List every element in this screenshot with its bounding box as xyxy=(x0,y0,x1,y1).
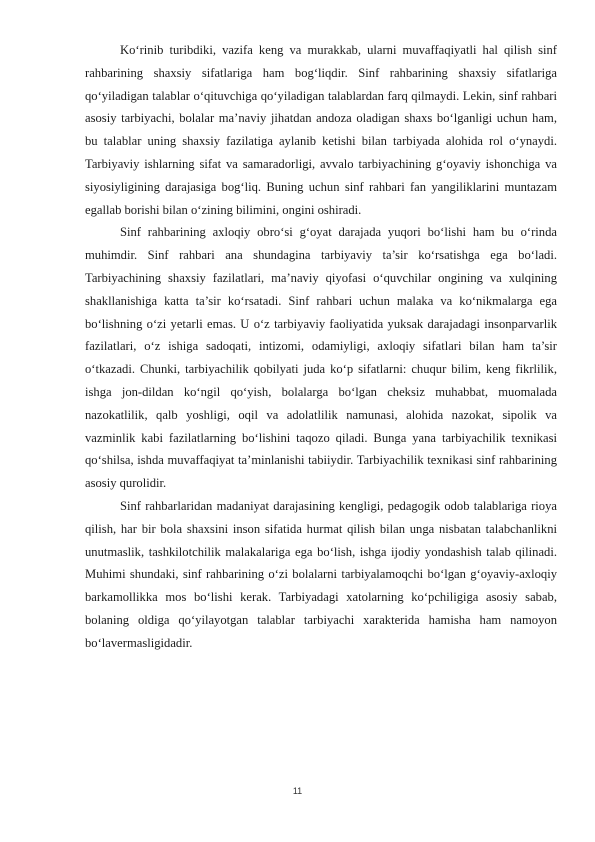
paragraph-3: Sinf rahbarlaridan madaniyat darajasining kengligi, pedagogik odob talablariga rioya qilish, har bir bola shaxsini inson sifatida hurmat qilish bilan unga nisbatan talabchanlikni unutmaslik, tashkilotchilik malakalariga ega bo‘lish, ishga ijodiy yondashish talab qilinadi. Muhimi shundaki, sinf rahbarining o‘zi bolalarni tarbiyalamoqchi bo‘lgan g‘oyaviy-axloqiy barkamollikka mos bo‘lishi kerak. Tarbiyadagi xatolarning ko‘pchiligiga asosiy sabab, bolaning oldiga qo‘yilayotgan talablar tarbiyachi xarakterida hamisha ham namoyon bo‘lavermasligidadir. xyxy=(85,498,557,650)
paragraph-2: Sinf rahbarining axloqiy obro‘si g‘oyat darajada yuqori bo‘lishi ham bu o‘rinda muhimdir. Sinf rahbari ana shundagina tarbiyaviy ta’sir ko‘rsatishga ega bo‘ladi. Tarbiyachining shaxsiy fazilatlari, ma’naviy qiyofasi o‘quvchilar ongining va xulqining shakllanishiga katta ta’sir ko‘rsatadi. Sinf rahbari uchun malaka va ko‘nikmalarga ega bo‘lishning o‘zi yetarli emas. U o‘z tarbiyaviy faoliyatida yuksak darajadagi insonparvarlik fazilatlari, o‘z ishiga sadoqati, intizomi, odamiyligi, axloqiy sifatlari bilan ham ta’sir o‘tkazadi. Chunki, tarbiyachilik qobilyati juda ko‘p sifatlarni: chuqur bilim, keng fikrlilik, ishga jon-dildan ko‘ngil qo‘yish, bolalarga bo‘lgan cheksiz muhabbat, muomalada nazokatlilik, qalb yoshligi, oqil va adolatlilik namunasi, alohida nazokat, sipolik va vazminlik kabi fazilatlarning bo‘lishini taqozo qiladi. Bunga yana tarbiyachilik texnikasi qo‘shilsa, ishda muvaffaqiyat ta’minlanishi tabiiydir. Tarbiyachilik texnikasi sinf rahbarining asosiy qurolidir. xyxy=(85,225,557,491)
page-number: 11 xyxy=(292,786,303,796)
document-body xyxy=(85,39,557,655)
paragraph-1: Ko‘rinib turibdiki, vazifa keng va murakkab, ularni muvaffaqiyatli hal qilish sinf rahbarining shaxsiy sifatlariga ham bog‘liqdir. Sinf rahbarining shaxsiy sifatlariga qo‘yiladigan talablar o‘qituvchiga qo‘yiladigan talablardan farq qilmaydi. Lekin, sinf rahbari asosiy tarbiyachi, bolalar ma’naviy jihatdan andoza oladigan shaxs bo‘lganligi uchun ham, bu talablar uning shaxsiy fazilatiga aylanib ketishi bilan tarbiyada alohida rol o‘ynaydi. Tarbiyaviy ishlarning sifat va samaradorligi, avvalo tarbiyachining g‘oyaviy ishonchiga va siyosiyligining darajasiga bog‘liq. Buning uchun sinf rahbari fan yangiliklarini muntazam egallab borishi bilan o‘zining bilimini, ongini oshiradi. xyxy=(85,43,557,217)
